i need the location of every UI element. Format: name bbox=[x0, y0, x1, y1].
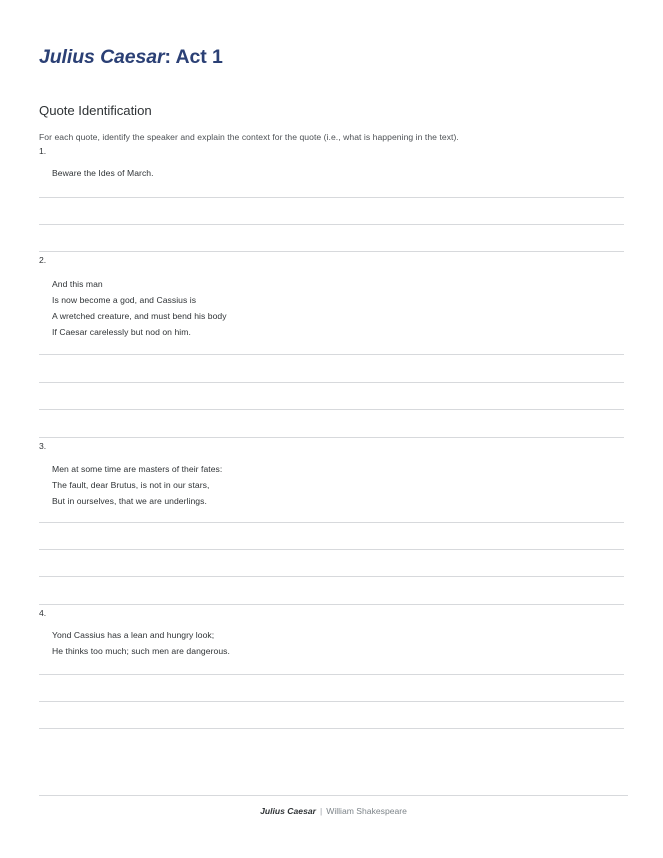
question-item bbox=[39, 143, 628, 181]
quote-line: Men at some time are masters of their fates: bbox=[52, 463, 223, 474]
answer-rule[interactable] bbox=[39, 382, 624, 383]
answer-lines[interactable] bbox=[39, 181, 624, 253]
question-number: 1. bbox=[39, 145, 47, 156]
quote-line: Beware the Ides of March. bbox=[52, 167, 154, 178]
answer-rule[interactable] bbox=[39, 354, 624, 355]
answer-rule[interactable] bbox=[39, 409, 624, 410]
quote-line: Is now become a god, and Cassius is bbox=[52, 295, 197, 306]
answer-rule[interactable] bbox=[39, 728, 624, 729]
question-quote bbox=[52, 276, 628, 340]
answer-lines[interactable] bbox=[39, 659, 624, 730]
question-quote bbox=[52, 627, 628, 659]
quote-line: Yond Cassius has a lean and hungry look; bbox=[52, 629, 215, 640]
quote-line: But in ourselves, that we are underlings. bbox=[52, 495, 207, 506]
page-title bbox=[39, 0, 628, 69]
answer-rule[interactable] bbox=[39, 224, 624, 225]
footer-work-title: Julius Caesar bbox=[260, 806, 316, 816]
answer-lines[interactable] bbox=[39, 340, 624, 437]
page-title-act: : Act 1 bbox=[164, 46, 223, 68]
footer-text bbox=[39, 796, 628, 817]
answer-lines[interactable] bbox=[39, 509, 624, 605]
question-number: 3. bbox=[39, 440, 47, 451]
question-quote bbox=[52, 165, 628, 181]
section-instructions: For each quote, identify the speaker and explain the context for the quote (i.e., what is happening in the text). bbox=[39, 131, 459, 142]
answer-rule[interactable] bbox=[39, 701, 624, 702]
quote-line: A wretched creature, and must bend his body bbox=[52, 311, 227, 322]
question-item bbox=[39, 252, 628, 340]
answer-rule[interactable] bbox=[39, 576, 624, 577]
section-heading: Quote Identification bbox=[39, 103, 152, 119]
answer-rule[interactable] bbox=[39, 549, 624, 550]
quote-line: And this man bbox=[52, 279, 103, 290]
question-quote bbox=[52, 461, 628, 509]
quote-line: He thinks too much; such men are dangerous. bbox=[52, 645, 230, 656]
quote-line: If Caesar carelessly but nod on him. bbox=[52, 327, 191, 338]
question-number: 2. bbox=[39, 255, 47, 266]
answer-rule[interactable] bbox=[39, 197, 624, 198]
question-item bbox=[39, 605, 628, 659]
quote-line: The fault, dear Brutus, is not in our stars, bbox=[52, 479, 210, 490]
footer-separator: | bbox=[319, 806, 323, 816]
question-number: 4. bbox=[39, 607, 47, 618]
answer-rule[interactable] bbox=[39, 674, 624, 675]
question-item bbox=[39, 438, 628, 509]
answer-rule[interactable] bbox=[39, 522, 624, 523]
page-footer bbox=[39, 795, 628, 817]
page-title-work: Julius Caesar bbox=[39, 46, 165, 68]
page-content bbox=[39, 0, 628, 729]
footer-author: William Shakespeare bbox=[326, 806, 407, 816]
